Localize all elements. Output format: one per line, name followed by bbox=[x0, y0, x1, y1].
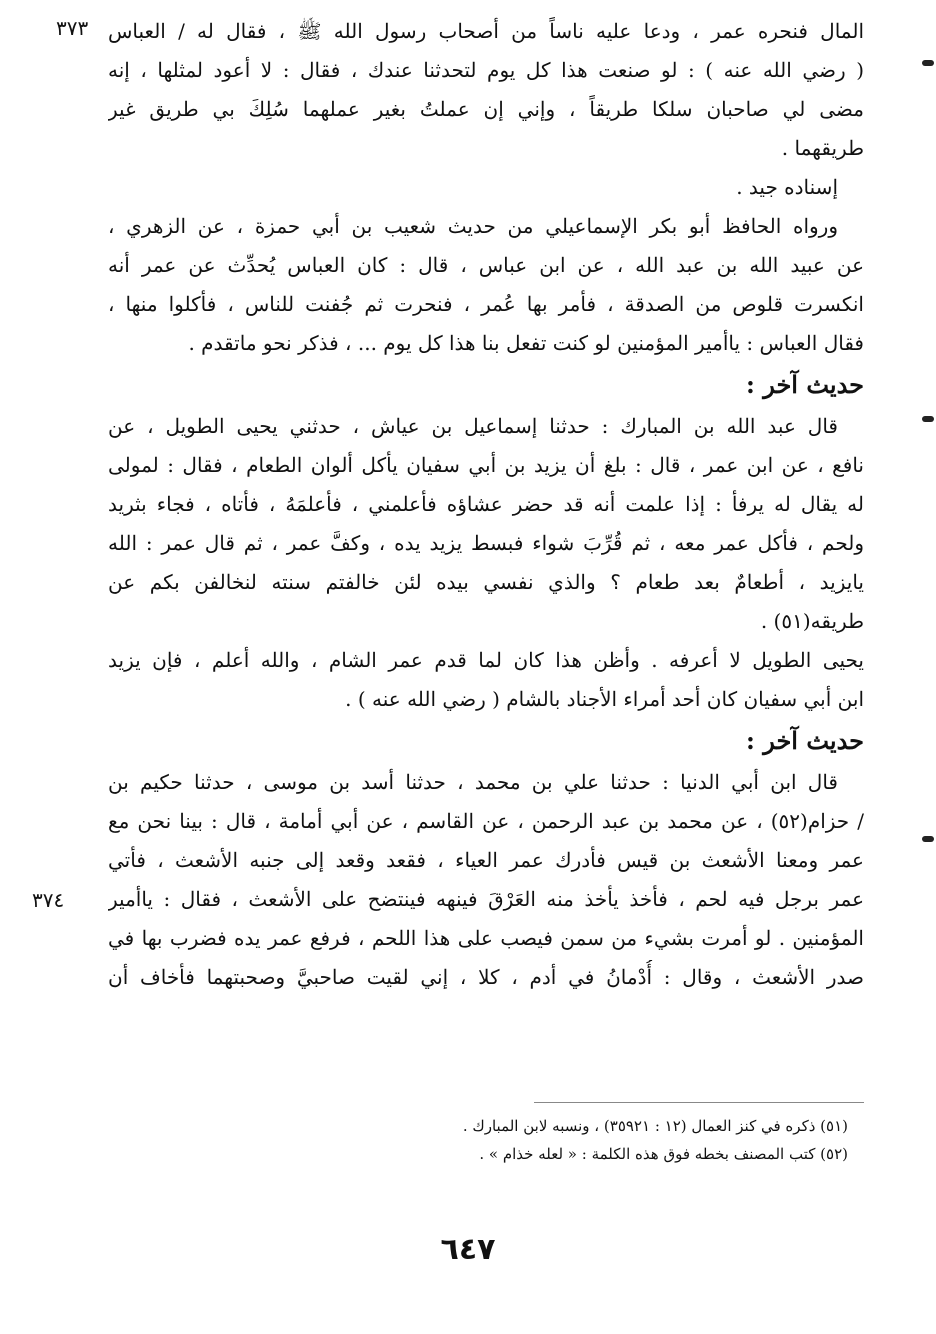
text-line: ابن أبي سفيان كان أحد أمراء الأجناد بالشام ( رضي الله عنه ) . bbox=[345, 687, 864, 711]
text-line: يحيى الطويل لا أعرفه . وأظن هذا كان لما قدم عمر الشام ، والله أعلم ، فإن يزيد bbox=[108, 648, 864, 672]
paragraph-3 bbox=[108, 209, 864, 365]
text-line: ( رضي الله عنه ) : لو صنعت هذا كل يوم لتحدثنا عندك ، فقال : لا أعود لمثلها ، إنه bbox=[108, 58, 864, 82]
footnote-divider bbox=[534, 1102, 864, 1103]
paragraph-2: إسناده جيد . bbox=[736, 175, 838, 199]
paragraph-1 bbox=[108, 14, 864, 170]
side-mark bbox=[922, 416, 934, 422]
paragraph-6 bbox=[108, 765, 864, 999]
text-line: عمر ومعنا الأشعث بن قيس فأدرك عمر العياء ، فقعد وقعد إلى جنبه الأشعث ، فأتي bbox=[108, 848, 864, 872]
text-line: نافع ، عن ابن عمر ، قال : بلغ أن يزيد بن أبي سفيان يأكل ألوان الطعام ، فقال : لمولى bbox=[108, 453, 864, 477]
footnote-51: (٥١) ذكره في كنز العمال (١٢ : ٣٥٩٢١) ، ونسبه لابن المبارك . bbox=[462, 1117, 848, 1135]
text-line: عمر برجل فيه لحم ، فأخذ يأخذ منه العَرْقَ فينهه فينتضح على الأشعث ، فقال : ياأمير bbox=[108, 887, 864, 911]
text-line: ورواه الحافظ أبو بكر الإسماعيلي من حديث شعيب بن أبي حمزة ، عن الزهري ، bbox=[108, 214, 838, 238]
text-line: طريقه(٥١) . bbox=[760, 609, 864, 633]
section-heading: حديث آخر : bbox=[746, 370, 864, 399]
page-number: ٦٤٧ bbox=[440, 1232, 496, 1267]
text-line: صدر الأشعث ، وقال : أُدْمانُ في أدم ، كلا ، إني لقيت صاحبيَّ وصحبتهما فأخاف أن bbox=[108, 965, 864, 989]
text-line: له يقال له يرفأ : إذا علمت أنه قد حضر عشاؤه فأعلمني ، فأعلمَهُ ، فأتاه ، فجاء بثريد bbox=[108, 492, 864, 516]
paragraph-4 bbox=[108, 409, 864, 643]
main-text bbox=[108, 14, 864, 999]
side-mark bbox=[922, 836, 934, 842]
text-line: / حزام(٥٢) ، عن محمد بن عبد الرحمن ، عن القاسم ، عن أبي أمامة ، قال : بينا نحن مع bbox=[108, 809, 864, 833]
side-mark bbox=[922, 60, 934, 66]
text-line: المؤمنين . لو أمرت بشيء من سمن فيصب على هذا اللحم ، فرفع عمر يده فضرب بها في bbox=[108, 926, 864, 950]
paragraph-5 bbox=[108, 643, 864, 721]
text-line: فقال العباس : ياأمير المؤمنين لو كنت تفعل بنا هذا كل يوم ... ، فذكر نحو ماتقدم . bbox=[188, 331, 864, 355]
text-line: قال ابن أبي الدنيا : حدثنا علي بن محمد ، حدثنا أسد بن موسى ، حدثنا حكيم بن bbox=[108, 770, 838, 794]
text-line: المال فنحره عمر ، ودعا عليه ناساً من أصحاب رسول الله ﷺ ، فقال له / العباس bbox=[108, 19, 864, 43]
text-line: انكسرت قلوص من الصدقة ، فأمر بها عُمر ، فنحرت ثم جُفنت للناس ، فأكلوا منها ، bbox=[108, 292, 864, 316]
margin-page-ref-top: ٣٧٣ bbox=[56, 16, 89, 40]
text-line: قال عبد الله بن المبارك : حدثنا إسماعيل بن عياش ، حدثني يحيى الطويل ، عن bbox=[108, 414, 838, 438]
text-line: يايزيد ، أطعامٌ بعد طعام ؟ والذي نفسي بيده لئن خالفتم سنته لنخالفن بكم عن bbox=[108, 570, 864, 594]
text-line: طريقهما . bbox=[781, 136, 864, 160]
footnote-52: (٥٢) كتب المصنف بخطه فوق هذه الكلمة : « لعله خذام » . bbox=[479, 1145, 848, 1163]
text-line: ولحم ، فأكل عمر معه ، ثم قُرِّبَ شواء فبسط يزيد يده ، وكفَّ عمر ، ثم قال عمر : الله bbox=[108, 531, 864, 555]
footnotes bbox=[300, 1112, 848, 1168]
text-line: مضى لي صاحبان سلكا طريقاً ، وإني إن عملتُ بغير عملهما سُلِكَ بي طريق غير bbox=[108, 97, 864, 121]
text-line: عن عبيد الله بن عبد الله ، عن ابن عباس ، قال : كان العباس يُحدِّث عن عمر أنه bbox=[108, 253, 864, 277]
margin-page-ref-middle: ٣٧٤ bbox=[32, 888, 65, 912]
section-heading: حديث آخر : bbox=[746, 726, 864, 755]
